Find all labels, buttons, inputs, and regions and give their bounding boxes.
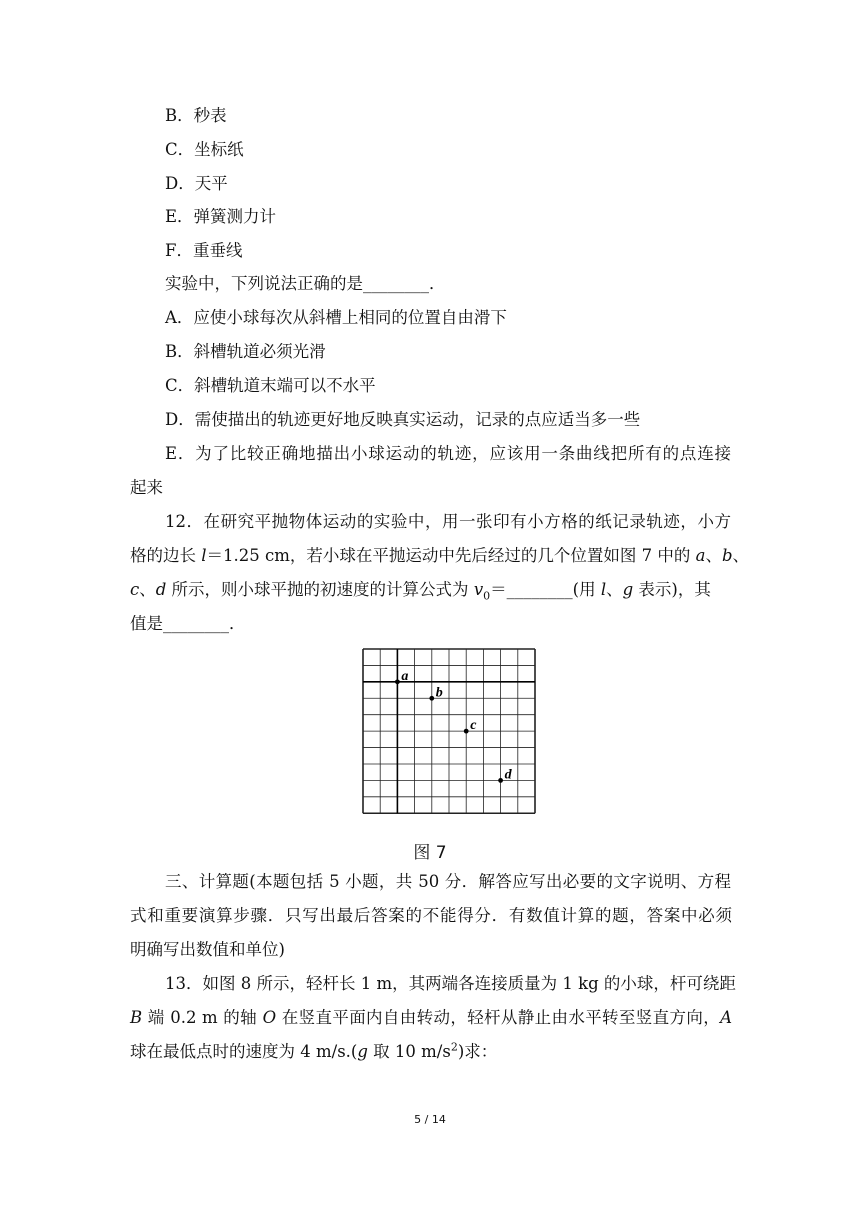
statement-letter: C． [165,376,195,395]
q13-line1: 13．如图 8 所示，轻杆长 1 m，其两端各连接质量为 1 kg 的小球，杆可绕距 [165,974,736,993]
option-text: 重垂线 [192,241,243,260]
option-letter: D． [165,174,195,193]
option-letter: C． [165,140,195,159]
option-text: 秒表 [193,106,227,125]
trajectory-points [395,669,513,783]
option-c [165,140,244,160]
option-e [165,207,276,227]
q12-text: 、 [705,546,722,565]
q13-line3 [130,1042,497,1062]
page-number: 5 / 14 [414,1113,446,1126]
statement-e [165,444,731,464]
q12-text: 表示)，其 [633,580,711,599]
var-l: l [201,546,207,565]
point-c-ref: c [130,580,140,599]
point-a-ref: a [695,546,706,565]
point-d-ref: d [155,580,167,599]
option-letter: F． [165,241,193,260]
point-label-a: a [401,668,409,684]
point-b-ref: b [721,546,733,565]
q13-text: 取 10 m/s [367,1042,451,1061]
superscript-2: 2 [450,1040,458,1054]
statement-text: 斜槽轨道末端可以不水平 [194,376,376,395]
option-text: 坐标纸 [194,140,244,159]
option-b [165,106,227,126]
figure-caption: 图 7 [413,843,447,863]
statement-text: 应使小球每次从斜槽上相同的位置自由滑下 [193,308,507,327]
q12-text: 、 [732,546,750,565]
q13-text: 端 0.2 m 的轴 [142,1008,263,1027]
grid-lines [363,649,535,813]
q12-line4: 值是________． [130,614,246,633]
trajectory-point-d [498,778,503,783]
trajectory-point-b [429,696,434,701]
var-o-axis: O [262,1008,277,1027]
q13-text: )求： [457,1042,498,1061]
var-b-end: B [130,1008,143,1027]
statement-text: 为了比较正确地描出小球运动的轨迹，应该用一条曲线把所有的点连接 [195,444,732,463]
point-label-b: b [435,685,443,701]
statement-letter: D． [165,410,195,429]
var-g: g [357,1042,368,1061]
point-label-d: d [504,767,512,783]
q12-text: 、 [606,580,623,599]
q13-text: 在竖直平面内自由转动，轻杆从静止由水平转至竖直方向， [276,1008,721,1027]
var-a-ball: A [720,1008,732,1027]
statement-text: 需使描出的轨迹更好地反映真实运动，记录的点应适当多一些 [194,410,641,429]
q12-text: ＝________(用 [490,580,601,599]
statement-letter: A． [165,308,194,327]
var-v: v [473,580,484,599]
q13-text: 球在最低点时的速度为 4 m/s.( [130,1042,358,1061]
option-text: 天平 [194,174,228,193]
option-d [165,174,228,194]
section3-line2: 式和重要演算步骤．只写出最后答案的不能得分．有数值计算的题，答案中必须 [130,906,732,925]
option-letter: E． [165,207,194,226]
statement-text: 斜槽轨道必须光滑 [193,342,326,361]
option-letter: B． [165,106,194,125]
trajectory-grid-figure [362,648,536,814]
point-label-c: c [470,718,477,734]
statement-letter: E． [165,444,196,463]
question-stem: 实验中，下列说法正确的是________． [165,274,446,293]
trajectory-point-c [464,729,469,734]
section3-line3: 明确写出数值和单位) [130,940,285,959]
q13-line2 [130,1008,732,1028]
q12-line3 [130,580,711,603]
var-l: l [600,580,607,599]
q12-text: ＝1.25 cm，若小球在平抛运动中先后经过的几个位置如图 7 中的 [206,546,696,565]
q12-line2 [130,546,749,566]
q12-text: 所示，则小球平抛的初速度的计算公式为 [166,580,474,599]
statement-e-continuation: 起来 [130,478,163,497]
statement-c [165,376,376,396]
subscript-0: 0 [483,589,491,603]
statement-b [165,342,326,362]
statement-letter: B． [165,342,194,361]
option-text: 弹簧测力计 [193,207,277,226]
statement-a [165,308,507,328]
section3-line1: 三、计算题(本题包括 5 小题，共 50 分．解答应写出必要的文字说明、方程 [165,872,731,891]
q12-line1: 12．在研究平抛物体运动的实验中，用一张印有小方格的纸记录轨迹，小方 [165,512,731,531]
statement-d [165,410,640,430]
trajectory-point-a [395,679,400,684]
q12-text: 、 [139,580,156,599]
var-g: g [622,580,634,599]
q12-text: 格的边长 [130,546,202,565]
option-f [165,241,242,261]
